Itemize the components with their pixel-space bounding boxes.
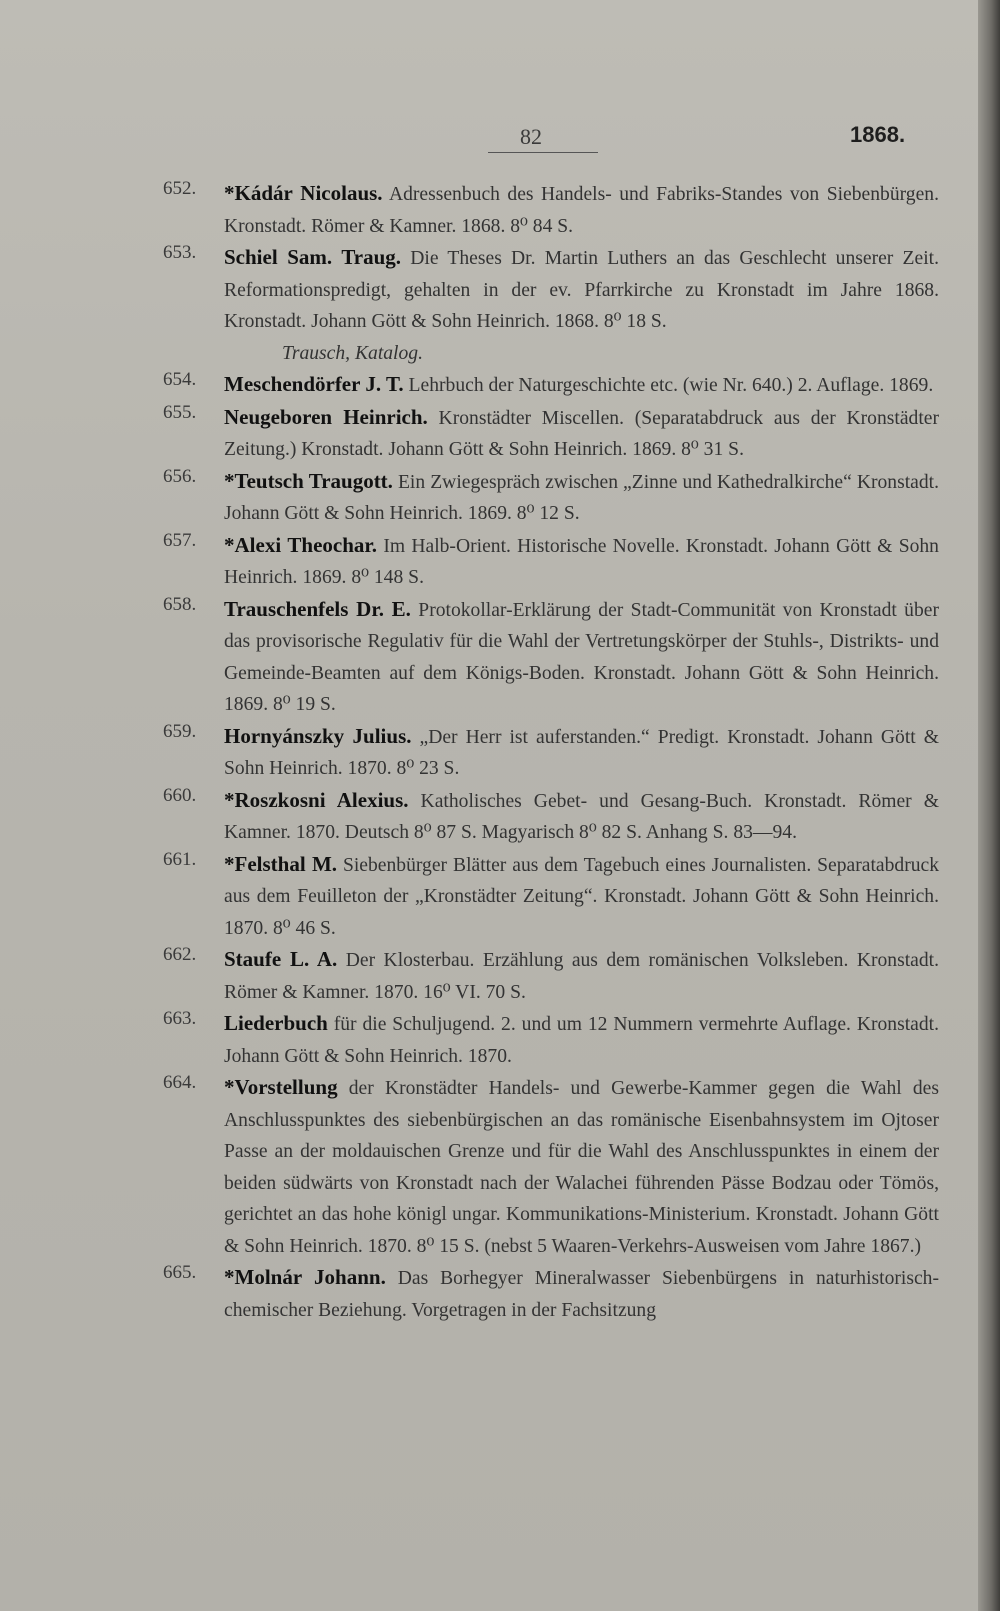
entry-author: *Felsthal M. (224, 851, 338, 876)
entry-text (224, 530, 939, 594)
entry-text (224, 721, 939, 785)
entry-body: „Der Herr ist auferstanden.“ Predigt. Kronstadt. Johann Gött & Sohn Heinrich. 1870. 8⁰ 23 S. (224, 726, 939, 779)
entry-number: 652. (163, 178, 197, 199)
page-year: 1868. (850, 122, 906, 147)
entry-665 (0, 1262, 1000, 1326)
entry-661 (0, 849, 1000, 945)
entry-body: Lehrbuch der Naturgeschichte etc. (wie Nr. 640.) 2. Auflage. 1869. (403, 375, 934, 396)
entry-author: *Teutsch Traugott. (224, 468, 393, 493)
entry-number: 659. (163, 720, 197, 742)
entry-text (224, 594, 939, 721)
entry-text (224, 466, 939, 530)
entry-author: *Kádár Nicolaus. (224, 181, 383, 205)
entry-text (224, 944, 939, 1008)
entry-663 (0, 1008, 1000, 1072)
entry-number: 653. (163, 242, 197, 263)
entry-number: 656. (163, 465, 197, 487)
entry-text (224, 1072, 939, 1262)
entry-author: Schiel Sam. Traug. (224, 245, 402, 269)
entry-author: Staufe L. A. (224, 947, 338, 971)
entry-number: 654. (163, 369, 197, 390)
entry-body: Kronstädter Miscellen. (Separatabdruck aus der Kronstädter Zeitung.) Kronstadt. Johann Gött & Sohn Heinrich. 1869. 8⁰ 31 S. (224, 407, 939, 460)
entry-body: Adressenbuch des Handels- und Fabriks-Standes von Siebenbürgen. Kronstadt. Römer & Kamner. 1868. 8⁰ 84 S. (224, 184, 939, 237)
entry-body: Ein Zwiegespräch zwischen „Zinne und Kathedralkirche“ Kronstadt. Johann Gött & Sohn Heinrich. 1869. 8⁰ 12 S. (224, 471, 939, 524)
entry-body: Katholisches Gebet- und Gesang-Buch. Kronstadt. Römer & Kamner. 1870. Deutsch 8⁰ 87 S. Magyarisch 8⁰ 82 S. Anhang S. 83—94. (224, 790, 939, 843)
bibliography-list (0, 178, 1000, 1326)
entry-658 (0, 594, 1000, 721)
entry-654 (0, 369, 1000, 402)
entry-author: Neugeboren Heinrich. (224, 404, 428, 429)
entry-text (224, 369, 939, 402)
entry-author: Trauschenfels Dr. E. (224, 596, 411, 621)
entry-body: für die Schuljugend. 2. und um 12 Nummern vermehrte Auflage. Kronstadt. Johann Gött & Sohn Heinrich. 1870. (224, 1014, 939, 1067)
entry-reference: Trausch, Katalog. (282, 342, 423, 364)
entry-body: Die Theses Dr. Martin Luthers an das Geschlecht unserer Zeit. Reformationspredigt, gehalten in der ev. Pfarrkirche zu Kronstadt im Jahre 1868. Kronstadt. Johann Gött & Sohn Heinrich. 1868. 8⁰ 18 S. (224, 248, 939, 332)
entry-number: 661. (163, 848, 197, 870)
entry-body: Der Klosterbau. Erzählung aus dem romänischen Volksleben. Kronstadt. Römer & Kamner. 1870. 16⁰ VI. 70 S. (224, 950, 939, 1003)
entry-author: *Alexi Theochar. (224, 532, 378, 557)
entry-number: 660. (163, 784, 197, 806)
entry-author: Hornyánszky Julius. (224, 723, 412, 748)
entry-652 (0, 178, 1000, 242)
entry-text (224, 1262, 939, 1326)
entry-author: Meschendörfer J. T. (224, 372, 404, 396)
entry-body: Siebenbürger Blätter aus dem Tagebuch eines Journalisten. Separatabdruck aus dem Feuilleton der „Kronstädter Zeitung“. Kronstadt. Johann Gött & Sohn Heinrich. 1870. 8⁰ 46 S. (224, 854, 940, 939)
entry-body: Im Halb-Orient. Historische Novelle. Kronstadt. Johann Gött & Sohn Heinrich. 1869. 8⁰ 148 S. (224, 535, 939, 588)
entry-author: *Molnár Johann. (224, 1265, 386, 1289)
entry-number: 664. (163, 1072, 197, 1093)
entry-body: Protokollar-Erklärung der Stadt-Communität von Kronstadt über das provisorische Regulativ für die Wahl der Vertretungskörper der Stuhls-, Distrikts- und Gemeinde-Beamten auf dem Königs-Boden. Kronstadt. Johann Gött & Sohn Heinrich. 1869. 8⁰ 19 S. (224, 599, 939, 715)
entry-text (224, 178, 939, 242)
entry-text (224, 849, 939, 945)
entry-author: *Vorstellung (224, 1075, 338, 1099)
entry-657 (0, 530, 1000, 594)
entry-660 (0, 785, 1000, 849)
entry-number: 657. (163, 529, 197, 551)
entry-664 (0, 1072, 1000, 1262)
entry-656 (0, 466, 1000, 530)
entry-text (224, 402, 939, 466)
page-header (0, 122, 1000, 162)
entry-number: 662. (163, 944, 197, 965)
header-rule (488, 152, 598, 153)
entry-number: 665. (163, 1262, 197, 1283)
entry-author: *Roszkosni Alexius. (224, 787, 409, 812)
entry-number: 658. (163, 593, 197, 615)
entry-662 (0, 944, 1000, 1008)
page-number: 82 (520, 124, 542, 149)
entry-655 (0, 402, 1000, 466)
entry-author: Liederbuch (224, 1011, 328, 1035)
entry-body: Das Borhegyer Mineralwasser Siebenbürgens in naturhistorisch-chemischer Beziehung. Vorgetragen in der Fachsitzung (224, 1268, 939, 1321)
entry-text (224, 242, 939, 369)
entry-text (224, 1008, 939, 1072)
entry-number: 663. (163, 1008, 197, 1029)
entry-653 (0, 242, 1000, 369)
entry-659 (0, 721, 1000, 785)
entry-number: 655. (163, 401, 197, 423)
entry-body: der Kronstädter Handels- und Gewerbe-Kammer gegen die Wahl des Anschlusspunktes des siebenbürgischen an das romänische Eisenbahnsystem im Ojtoser Passe an der moldauischen Grenze und für die Wahl des Anschlusspunktes in einem der beiden südwärts von Kronstadt nach der Walachei führenden Pässe Bodzau oder Tömös, gerichtet an das hohe königl ungar. Kommunikations-Ministerium. Kronstadt. Johann Gött & Sohn Heinrich. 1870. 8⁰ 15 S. (nebst 5 Waaren-Verkehrs-Ausweisen vom Jahre 1867.) (224, 1078, 939, 1257)
entry-text (224, 785, 939, 849)
